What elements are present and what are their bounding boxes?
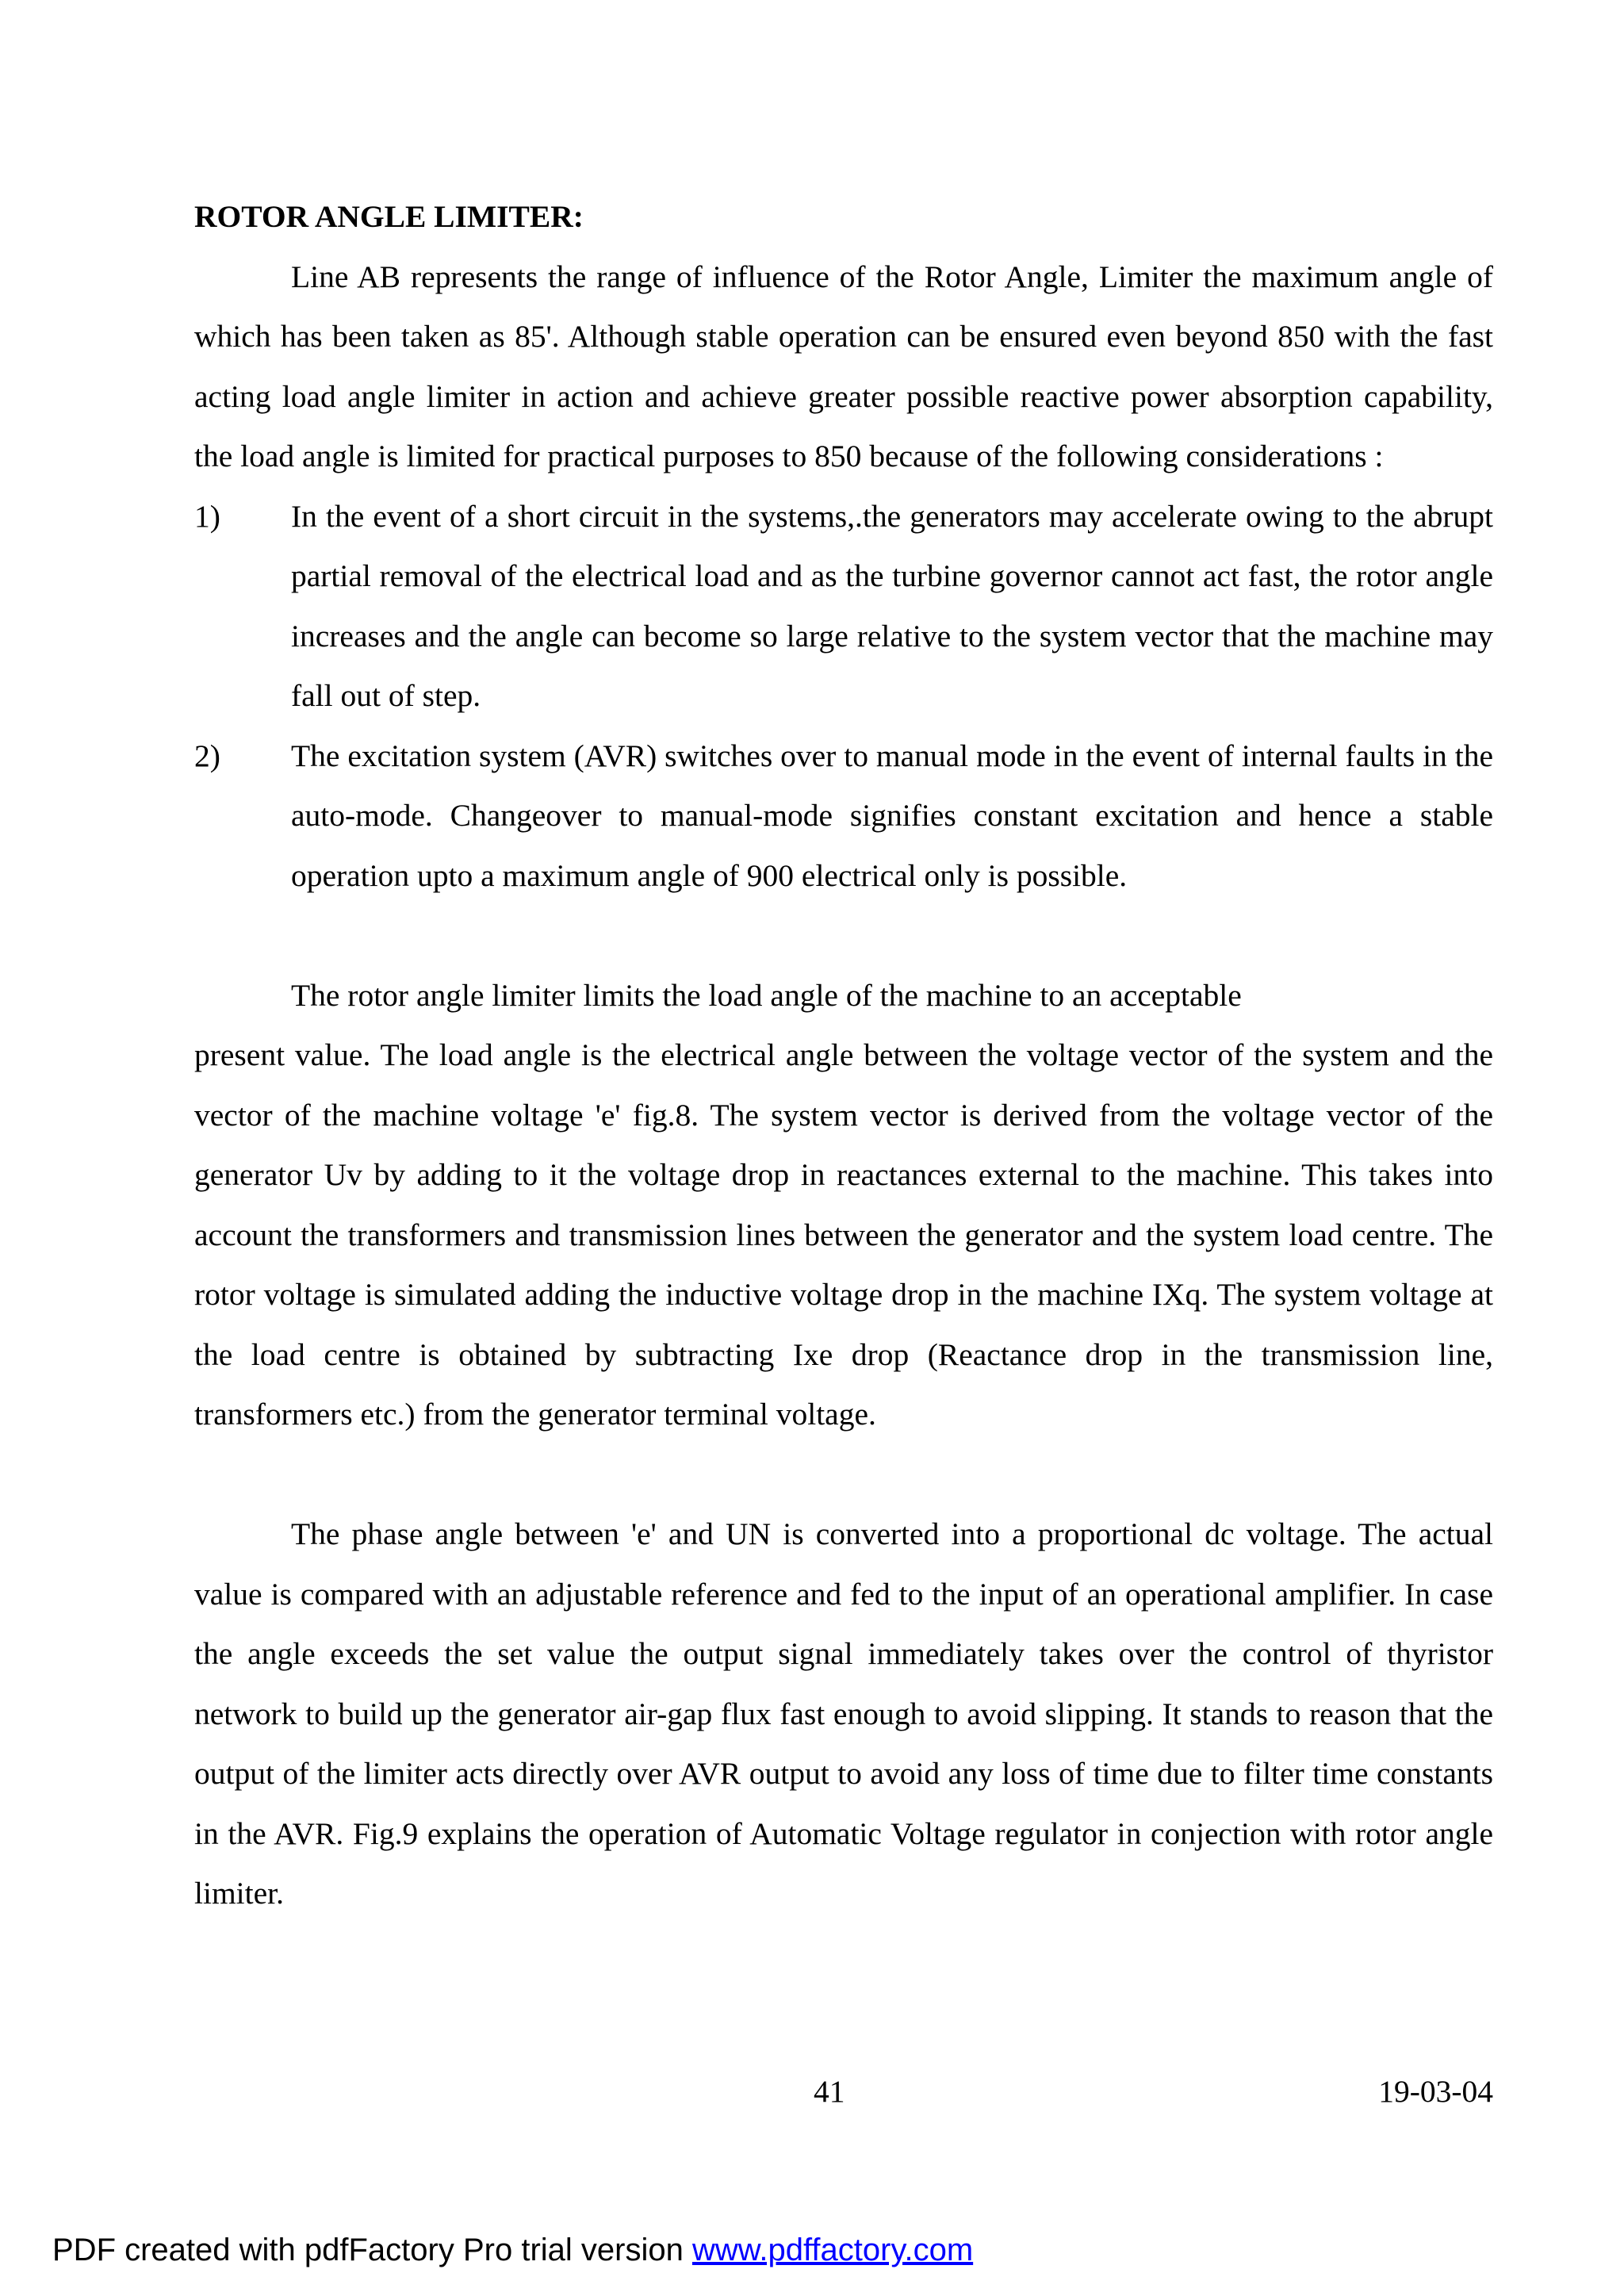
section-heading: ROTOR ANGLE LIMITER: <box>194 199 584 234</box>
document-body <box>194 187 1493 1924</box>
paragraph-gap <box>194 906 1493 966</box>
list-number: 1) <box>194 498 220 534</box>
page-number: 41 <box>814 2074 845 2109</box>
list-item-2 <box>194 726 1493 907</box>
list-number: 2) <box>194 738 220 773</box>
phase-angle-paragraph: The phase angle between 'e' and UN is converted into a proportional dc voltage. The actual value is compared with an adjustable reference and fed to the input of an operational amplifier. In case the angle exceeds the set value the output signal immediately takes over the control of thyristor network to build up the generator air-gap flux fast enough to avoid slipping. It stands to reason that the output of the limiter acts directly over AVR output to avoid any loss of time due to filter time constants in the AVR. Fig.9 explains the operation of Automatic Voltage regulator in conjection with rotor angle limiter. <box>194 1516 1493 1911</box>
pdf-creator-banner <box>52 2233 973 2268</box>
page-footer <box>194 2073 1493 2121</box>
pdffactory-link[interactable]: www.pdffactory.com <box>691 2233 974 2267</box>
limiter-paragraph-first-line: The rotor angle limiter limits the load angle of the machine to an acceptable <box>291 977 1242 1013</box>
list-item-1 <box>194 487 1493 726</box>
list-text: In the event of a short circuit in the systems,.the generators may accelerate owing to the abrupt partial removal of the electrical load and as the turbine governor cannot act fast, the rotor angle increases and the angle can become so large relative to the system vector that the machine may fall out of step. <box>291 498 1493 713</box>
list-text: The excitation system (AVR) switches over to manual mode in the event of internal faults in the auto-mode. Changeover to manual-mode signifies constant excitation and hence a stable operation upto a maximum angle of 900 electrical only is possible. <box>291 738 1493 893</box>
limiter-paragraph: present value. The load angle is the electrical angle between the voltage vector of the system and the vector of the machine voltage 'e' fig.8. The system vector is derived from the voltage vector of the generator Uv by adding to it the voltage drop in reactances external to the machine. This takes into account the transformers and transmission lines between the generator and the system load centre. The rotor voltage is simulated adding the inductive voltage drop in the machine IXq. The system voltage at the load centre is obtained by subtracting Ixe drop (Reactance drop in the transmission line, transformers etc.) from the generator terminal voltage. <box>194 1037 1493 1432</box>
footer-date: 19-03-04 <box>1378 2074 1493 2109</box>
intro-paragraph: Line AB represents the range of influence of the Rotor Angle, Limiter the maximum angle of which has been taken as 85'. Although stable operation can be ensured even beyond 850 with the fast acting load angle limiter in action and achieve greater possible reactive power absorption capability, the load angle is limited for practical purposes to 850 because of the following considerations : <box>194 259 1493 473</box>
paragraph-gap <box>194 1445 1493 1505</box>
banner-text: PDF created with pdfFactory Pro trial version <box>52 2233 692 2267</box>
